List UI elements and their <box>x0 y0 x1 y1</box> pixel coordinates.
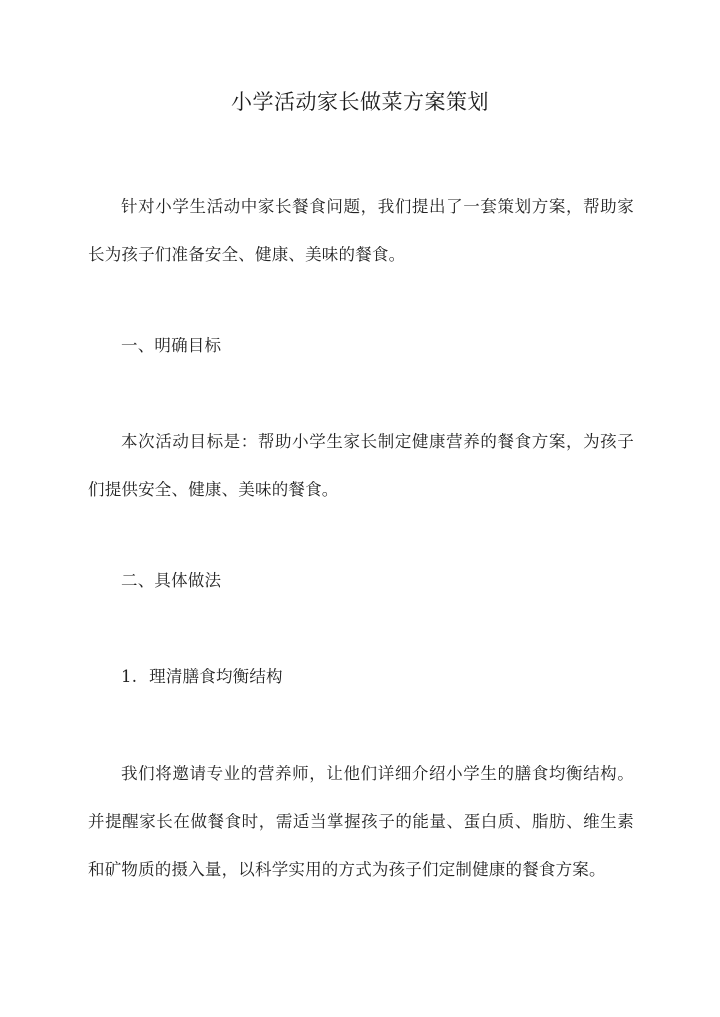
section-heading-goal: 一、明确目标 <box>121 336 222 355</box>
intro-paragraph: 针对小学生活动中家长餐食问题，我们提出了一套策划方案，帮助家长为孩子们准备安全、健康、美味的餐食。 <box>88 197 634 264</box>
subsection-heading-diet-structure <box>121 665 283 689</box>
section-heading-method: 二、具体做法 <box>121 571 222 590</box>
subsection-title: 理清膳食均衡结构 <box>149 667 283 686</box>
diet-structure-paragraph: 我们将邀请专业的营养师，让他们详细介绍小学生的膳食均衡结构。并提醒家长在做餐食时，需适当掌握孩子的能量、蛋白质、脂肪、维生素和矿物质的摄入量，以科学实用的方式为孩子们定制健康的餐食方案。 <box>88 764 634 879</box>
goal-paragraph: 本次活动目标是：帮助小学生家长制定健康营养的餐食方案，为孩子们提供安全、健康、美味的餐食。 <box>88 432 634 499</box>
document-title: 小学活动家长做菜方案策划 <box>231 90 489 114</box>
subsection-number: 1. <box>121 667 138 686</box>
